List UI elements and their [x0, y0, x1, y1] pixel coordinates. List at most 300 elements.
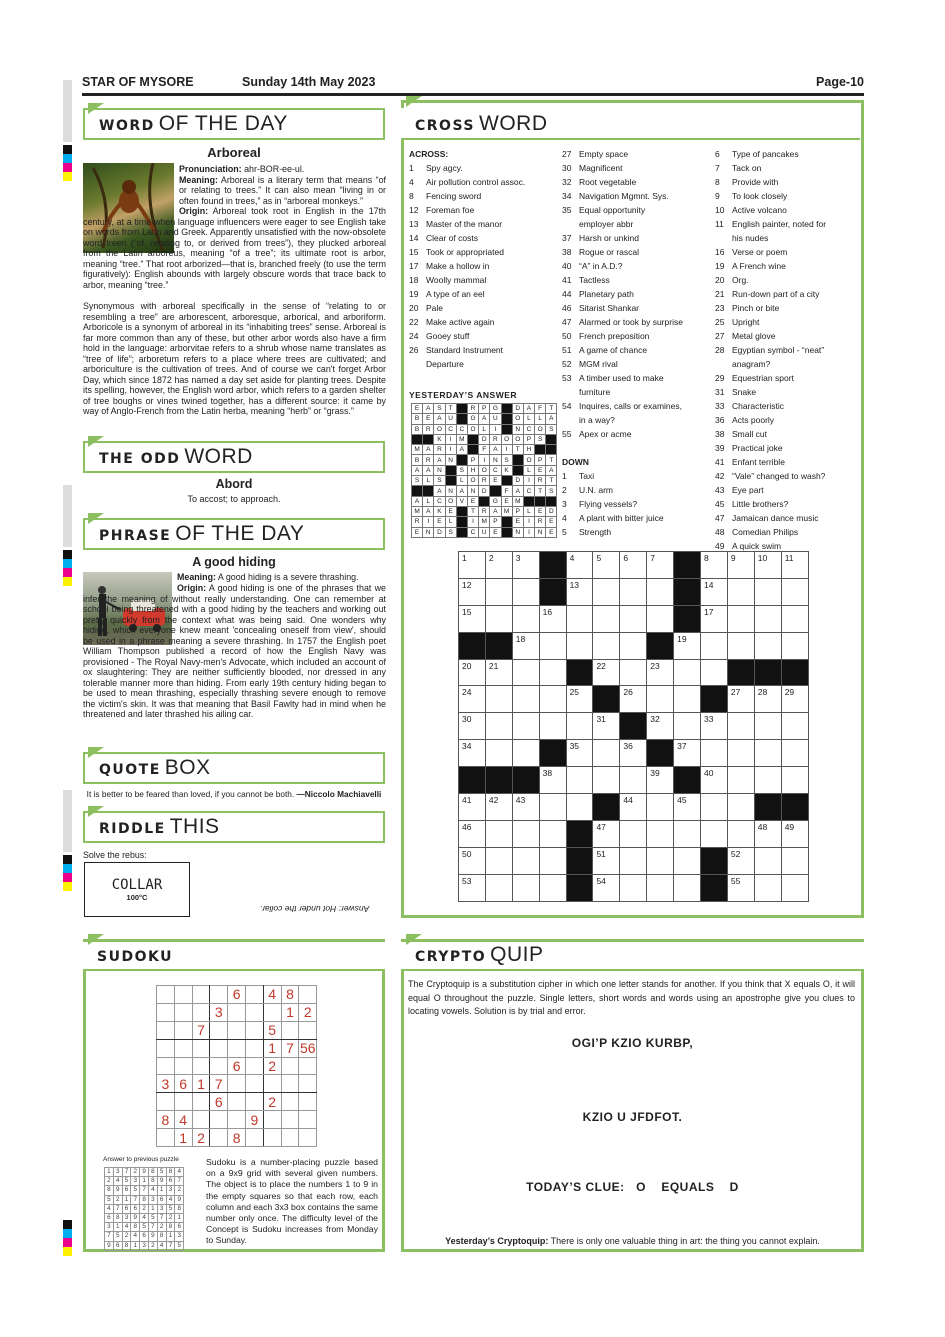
answer-cell: A: [546, 465, 557, 475]
answer-cell: L: [423, 496, 434, 506]
answer-cell: 5: [113, 1232, 122, 1241]
grid-cell: 15: [459, 605, 486, 632]
answer-cell: 8: [166, 1168, 175, 1177]
answer-cell: N: [535, 527, 546, 537]
rebus-box: [84, 862, 190, 917]
cryptoquip-title: CRYPTO QUIP: [401, 939, 864, 971]
grid-cell: 8: [701, 552, 728, 579]
sudoku-cell[interactable]: 1: [263, 1039, 281, 1057]
sudoku-cell[interactable]: 5: [263, 1021, 281, 1039]
clue: 27 Empty space: [562, 149, 629, 159]
black-square: [456, 527, 467, 537]
clue: 3 Flying vessels?: [562, 499, 638, 509]
sudoku-cell[interactable]: [192, 1093, 210, 1111]
answer-cell: 6: [175, 1223, 184, 1232]
sudoku-cell[interactable]: 56: [299, 1040, 316, 1057]
sudoku-cell[interactable]: [192, 1003, 210, 1021]
grid-cell: [647, 578, 674, 605]
answer-cell: B: [412, 424, 423, 434]
clue: 30 Magnificent: [562, 163, 623, 173]
sudoku-cell[interactable]: [299, 1057, 317, 1075]
sudoku-cell[interactable]: [210, 1111, 228, 1129]
answer-cell: I: [445, 434, 456, 444]
sudoku-cell[interactable]: 9: [245, 1111, 263, 1129]
sudoku-cell[interactable]: 7: [210, 1075, 228, 1093]
grid-cell: [512, 686, 539, 713]
answer-cell: A: [512, 486, 523, 496]
grid-cell: 24: [459, 686, 486, 713]
sudoku-cell[interactable]: [192, 1111, 210, 1129]
word-of-day-origin: Origin: Arboreal took root in English in the 17th century, at a time when language influencers were eager to see English take on words from Latin and Greek. Apparently unsatisfied with the now-obsolete word treen (“of, relating to, or derived from trees”), they plucked arboreal from the Latin arboreus, meaning “of a tree”; its ultimate root is arbor, meaning “tree.” That root arborized—that is, branched freely (to use the term figuratively): English abounds with largely obscure words that trace back to arbor, meaning “tree.”: [83, 206, 386, 290]
clue: 53 A timber used to make: [562, 373, 664, 383]
rebus-sub: 100°C: [126, 893, 148, 902]
odd-word-definition: To accost; to approach.: [187, 494, 281, 504]
clue: 6 Type of pancakes: [715, 149, 799, 159]
answer-cell: 4: [140, 1213, 149, 1222]
answer-cell: G: [490, 496, 501, 506]
answer-cell: 3: [140, 1241, 149, 1250]
black-square: [445, 476, 456, 486]
answer-cell: A: [523, 404, 534, 414]
sudoku-cell[interactable]: [299, 1093, 317, 1111]
grid-cell: 5: [593, 552, 620, 579]
phrase-meaning: Meaning: A good hiding is a severe thrashing.: [177, 572, 359, 582]
answer-cell: 2: [166, 1213, 175, 1222]
down-label: DOWN: [562, 457, 589, 467]
grid-cell: [512, 740, 539, 767]
clue: 1 Spy agcy.: [409, 163, 463, 173]
answer-cell: 1: [105, 1168, 114, 1177]
grid-cell: 54: [593, 874, 620, 901]
gray-margin-bar: [63, 485, 72, 547]
clue: 26 Standard Instrument: [409, 345, 504, 355]
black-square: [754, 794, 781, 821]
answer-cell: A: [479, 414, 490, 424]
answer-cell: O: [501, 434, 512, 444]
grid-cell: 38: [539, 767, 566, 794]
grid-cell: [485, 578, 512, 605]
answer-cell: 4: [148, 1186, 157, 1195]
grid-cell: 6: [620, 552, 647, 579]
answer-cell: C: [523, 486, 534, 496]
sudoku-cell[interactable]: [245, 1057, 263, 1075]
answer-cell: 7: [113, 1204, 122, 1213]
grid-cell: 17: [701, 605, 728, 632]
across-clues-continued: [562, 147, 712, 539]
answer-cell: 4: [175, 1168, 184, 1177]
grid-cell: [701, 659, 728, 686]
clue: 41 Tactless: [562, 275, 610, 285]
sudoku-cell[interactable]: [228, 1021, 246, 1039]
sudoku-cell[interactable]: 4: [174, 1111, 192, 1129]
grid-cell: [647, 605, 674, 632]
black-square: [456, 517, 467, 527]
answer-cell: C: [434, 496, 445, 506]
black-square: [674, 578, 701, 605]
sudoku-cell[interactable]: 8: [281, 986, 299, 1004]
sudoku-cell[interactable]: [281, 1021, 299, 1039]
sudoku-cell[interactable]: [228, 1111, 246, 1129]
sudoku-cell[interactable]: [245, 1093, 263, 1111]
answer-cell: E: [412, 404, 423, 414]
answer-cell: A: [456, 486, 467, 496]
sudoku-cell[interactable]: 7: [192, 1021, 210, 1039]
clue: 21 Run-down part of a city: [715, 289, 820, 299]
clue: 43 Eye part: [715, 485, 764, 495]
grid-cell: [701, 632, 728, 659]
sudoku-cell[interactable]: 1: [281, 1003, 299, 1021]
answer-cell: R: [412, 517, 423, 527]
answer-cell: 3: [157, 1204, 166, 1213]
answer-cell: E: [512, 517, 523, 527]
answer-cell: 8: [140, 1195, 149, 1204]
sudoku-cell[interactable]: [299, 1021, 317, 1039]
answer-cell: P: [479, 404, 490, 414]
grid-cell: 32: [647, 713, 674, 740]
grid-cell: 1: [459, 552, 486, 579]
sudoku-cell[interactable]: 3: [157, 1075, 175, 1093]
answer-cell: 2: [105, 1177, 114, 1186]
clue: 29 Equestrian sport: [715, 373, 794, 383]
grid-cell: [620, 874, 647, 901]
black-square: [459, 632, 486, 659]
answer-cell: M: [412, 506, 423, 516]
color-register-marks: [63, 1220, 72, 1256]
grid-cell: [512, 578, 539, 605]
sudoku-cell[interactable]: [263, 1129, 281, 1147]
grid-cell: 10: [754, 552, 781, 579]
sudoku-cell[interactable]: [157, 1093, 175, 1111]
grid-cell: 34: [459, 740, 486, 767]
sudoku-cell[interactable]: [210, 986, 228, 1004]
grid-cell: [620, 847, 647, 874]
clue: 27 Metal glove: [715, 331, 776, 341]
answer-cell: L: [423, 476, 434, 486]
black-square: [535, 496, 546, 506]
grid-cell: [620, 578, 647, 605]
answer-cell: T: [445, 404, 456, 414]
answer-cell: E: [412, 527, 423, 537]
odd-word-title: THE ODD WORD: [83, 441, 385, 473]
grid-cell: [754, 767, 781, 794]
sudoku-cell[interactable]: [263, 1075, 281, 1093]
answer-cell: 5: [175, 1241, 184, 1250]
sudoku-cell[interactable]: 6: [228, 986, 246, 1004]
sudoku-cell[interactable]: 8: [228, 1129, 246, 1147]
answer-cell: P: [490, 517, 501, 527]
answer-cell: P: [512, 506, 523, 516]
header-rule: [82, 93, 864, 96]
answer-cell: L: [523, 506, 534, 516]
sudoku-cell[interactable]: 1: [192, 1075, 210, 1093]
grid-cell: [485, 847, 512, 874]
grid-cell: [539, 847, 566, 874]
sudoku-cell[interactable]: [228, 1075, 246, 1093]
sudoku-cell[interactable]: [157, 1129, 175, 1147]
sudoku-cell[interactable]: [210, 1021, 228, 1039]
sudoku-cell[interactable]: 4: [263, 986, 281, 1004]
sudoku-cell[interactable]: [245, 1003, 263, 1021]
grid-cell: [781, 605, 808, 632]
sudoku-cell[interactable]: [281, 1129, 299, 1147]
answer-cell: D: [479, 486, 490, 496]
answer-cell: A: [423, 506, 434, 516]
sudoku-cell[interactable]: 2: [299, 1003, 317, 1021]
sudoku-cell[interactable]: [157, 1039, 175, 1057]
sudoku-cell[interactable]: 2: [192, 1129, 210, 1147]
cryptoquip-intro: The Cryptoquip is a substitution cipher in which one letter stands for another. If you think that X equals O, it will equal O throughout the puzzle. Single letters, short words and words using an apostrophe give you clues to locating vowels. Solution is by trial and error.: [408, 979, 855, 1016]
grid-cell: [754, 578, 781, 605]
sudoku-cell[interactable]: [281, 1075, 299, 1093]
sudoku-cell[interactable]: 3: [210, 1003, 228, 1021]
clue: 20 Org.: [715, 275, 749, 285]
clue: 1 Taxi: [562, 471, 595, 481]
sudoku-cell[interactable]: [245, 986, 263, 1004]
grid-cell: [701, 820, 728, 847]
answer-cell: 1: [122, 1195, 131, 1204]
sudoku-cell[interactable]: [174, 1021, 192, 1039]
clue: 19 A type of an eel: [409, 289, 485, 299]
previous-answer-label: Answer to previous puzzle: [103, 1156, 179, 1163]
grid-cell: 42: [485, 794, 512, 821]
answer-cell: 1: [157, 1186, 166, 1195]
sudoku-cell[interactable]: [281, 1111, 299, 1129]
clue: his nudes: [732, 233, 769, 243]
grid-cell: [485, 713, 512, 740]
grid-cell: [647, 686, 674, 713]
answer-cell: 1: [148, 1204, 157, 1213]
grid-cell: 46: [459, 820, 486, 847]
clue: 8 Provide with: [715, 177, 779, 187]
black-square: [566, 847, 593, 874]
answer-cell: S: [501, 455, 512, 465]
sudoku-cell[interactable]: [245, 1129, 263, 1147]
black-square: [701, 847, 728, 874]
sudoku-cell[interactable]: [157, 1021, 175, 1039]
sudoku-cell[interactable]: 1: [174, 1129, 192, 1147]
clue: 39 Practical joke: [715, 443, 783, 453]
answer-cell: 6: [140, 1232, 149, 1241]
sudoku-cell[interactable]: [281, 1093, 299, 1111]
sudoku-cell[interactable]: [174, 986, 192, 1004]
clue: 48 Comedian Philips: [715, 527, 799, 537]
title-flag: [88, 934, 104, 945]
grid-cell: [566, 794, 593, 821]
answer-cell: A: [423, 445, 434, 455]
cryptoquip-clue: TODAY’S CLUE: O EQUALS D: [526, 1180, 739, 1194]
answer-cell: 1: [113, 1223, 122, 1232]
answer-cell: S: [546, 486, 557, 496]
black-square: [512, 767, 539, 794]
sudoku-cell[interactable]: [245, 1039, 263, 1057]
sudoku-cell[interactable]: [210, 1057, 228, 1075]
grid-cell: 14: [701, 578, 728, 605]
sudoku-cell[interactable]: 6: [210, 1093, 228, 1111]
clue: 31 Snake: [715, 387, 757, 397]
sudoku-cell[interactable]: [299, 1075, 317, 1093]
sudoku-cell[interactable]: [174, 1039, 192, 1057]
answer-cell: S: [434, 404, 445, 414]
phrase-of-day-title: PHRASE OF THE DAY: [83, 518, 385, 550]
answer-cell: C: [467, 527, 478, 537]
clue: 32 Root vegetable: [562, 177, 637, 187]
answer-cell: M: [512, 496, 523, 506]
clue: 13 Master of the manor: [409, 219, 503, 229]
sudoku-cell[interactable]: [263, 1003, 281, 1021]
grid-cell: [539, 659, 566, 686]
answer-cell: 2: [140, 1204, 149, 1213]
sudoku-cell[interactable]: 6: [228, 1057, 246, 1075]
sudoku-cell[interactable]: [192, 1039, 210, 1057]
sudoku-cell[interactable]: [192, 986, 210, 1004]
gray-margin-bar: [63, 80, 72, 142]
answer-cell: E: [434, 517, 445, 527]
sudoku-cell[interactable]: [174, 1003, 192, 1021]
clue: 16 Verse or poem: [715, 247, 788, 257]
answer-cell: A: [412, 465, 423, 475]
title-flag: [88, 513, 104, 524]
grid-cell: [701, 740, 728, 767]
sudoku-cell[interactable]: [228, 1039, 246, 1057]
grid-cell: [539, 874, 566, 901]
answer-cell: L: [479, 424, 490, 434]
grid-cell: [566, 632, 593, 659]
grid-cell: [620, 767, 647, 794]
yesterday-crossword-grid: [411, 403, 557, 538]
sudoku-cell[interactable]: 2: [263, 1093, 281, 1111]
sudoku-cell[interactable]: 7: [281, 1039, 299, 1057]
grid-cell: 55: [727, 874, 754, 901]
answer-cell: P: [535, 455, 546, 465]
sudoku-cell[interactable]: [228, 1003, 246, 1021]
sudoku-cell[interactable]: [245, 1021, 263, 1039]
sudoku-cell[interactable]: [299, 986, 317, 1004]
grid-cell: 35: [566, 740, 593, 767]
sudoku-cell[interactable]: 6: [174, 1075, 192, 1093]
answer-cell: C: [490, 465, 501, 475]
black-square: [754, 659, 781, 686]
grid-cell: 52: [727, 847, 754, 874]
sudoku-cell[interactable]: [299, 1129, 317, 1147]
answer-cell: I: [467, 517, 478, 527]
sudoku-cell[interactable]: [192, 1057, 210, 1075]
grid-cell: [593, 632, 620, 659]
sudoku-cell[interactable]: [228, 1093, 246, 1111]
sudoku-cell[interactable]: 2: [263, 1057, 281, 1075]
grid-cell: [754, 632, 781, 659]
riddle-answer-upside-down: Answer: Hot under the collar.: [260, 904, 370, 914]
answer-cell: 2: [148, 1241, 157, 1250]
black-square: [490, 486, 501, 496]
answer-cell: O: [467, 476, 478, 486]
sudoku-cell[interactable]: [174, 1057, 192, 1075]
black-square: [546, 496, 557, 506]
page-header: [82, 75, 864, 95]
black-square: [674, 605, 701, 632]
sudoku-cell[interactable]: 8: [157, 1111, 175, 1129]
grid-cell: 39: [647, 767, 674, 794]
sudoku-cell[interactable]: [174, 1093, 192, 1111]
answer-cell: O: [445, 496, 456, 506]
grid-cell: [620, 605, 647, 632]
sudoku-cell[interactable]: [210, 1129, 228, 1147]
sudoku-cell[interactable]: [281, 1057, 299, 1075]
answer-cell: E: [490, 527, 501, 537]
sudoku-cell[interactable]: [157, 1003, 175, 1021]
black-square: [501, 476, 512, 486]
across-label: ACROSS:: [409, 149, 449, 159]
answer-cell: U: [490, 414, 501, 424]
clue: 7 Tack on: [715, 163, 762, 173]
grid-cell: 50: [459, 847, 486, 874]
grid-cell: [781, 740, 808, 767]
clue: 45 Little brothers?: [715, 499, 789, 509]
grid-cell: [512, 874, 539, 901]
grid-cell: [781, 578, 808, 605]
answer-cell: I: [523, 517, 534, 527]
answer-cell: E: [546, 517, 557, 527]
black-square: [674, 552, 701, 579]
answer-cell: 7: [105, 1232, 114, 1241]
answer-cell: D: [512, 404, 523, 414]
black-square: [501, 527, 512, 537]
black-square: [512, 455, 523, 465]
black-square: [423, 486, 434, 496]
grid-cell: 20: [459, 659, 486, 686]
clue: 2 U.N. arm: [562, 485, 613, 495]
grid-cell: [512, 713, 539, 740]
grid-cell: [620, 659, 647, 686]
grid-cell: 16: [539, 605, 566, 632]
black-square: [674, 767, 701, 794]
sudoku-cell[interactable]: [157, 1057, 175, 1075]
grid-cell: [781, 632, 808, 659]
grid-cell: [512, 659, 539, 686]
sudoku-cell[interactable]: [299, 1111, 317, 1129]
answer-cell: 1: [140, 1177, 149, 1186]
clue: 49 A quick swim: [715, 541, 782, 551]
answer-cell: A: [434, 414, 445, 424]
grid-cell: [512, 820, 539, 847]
answer-cell: R: [479, 476, 490, 486]
sudoku-cell[interactable]: [245, 1075, 263, 1093]
answer-cell: 5: [148, 1213, 157, 1222]
clue: 5 Strength: [562, 527, 612, 537]
color-register-marks: [63, 550, 72, 586]
clue: 24 Gooey stuff: [409, 331, 470, 341]
quote-box-title: QUOTE BOX: [83, 752, 385, 784]
grid-cell: 26: [620, 686, 647, 713]
answer-cell: A: [456, 445, 467, 455]
cryptoquip-line-1: OGI’P KZIO KURBP,: [571, 1036, 694, 1050]
grid-cell: 48: [754, 820, 781, 847]
title-flag: [406, 934, 422, 945]
sudoku-cell[interactable]: [210, 1039, 228, 1057]
answer-cell: N: [445, 455, 456, 465]
grid-cell: 40: [701, 767, 728, 794]
answer-cell: L: [523, 414, 534, 424]
crossword-grid: [458, 551, 809, 902]
sudoku-cell[interactable]: [157, 986, 175, 1004]
answer-cell: 7: [140, 1186, 149, 1195]
answer-cell: U: [445, 414, 456, 424]
answer-cell: B: [412, 414, 423, 424]
black-square: [647, 740, 674, 767]
sudoku-cell[interactable]: [263, 1111, 281, 1129]
answer-cell: S: [456, 465, 467, 475]
black-square: [546, 434, 557, 444]
grid-cell: [647, 874, 674, 901]
